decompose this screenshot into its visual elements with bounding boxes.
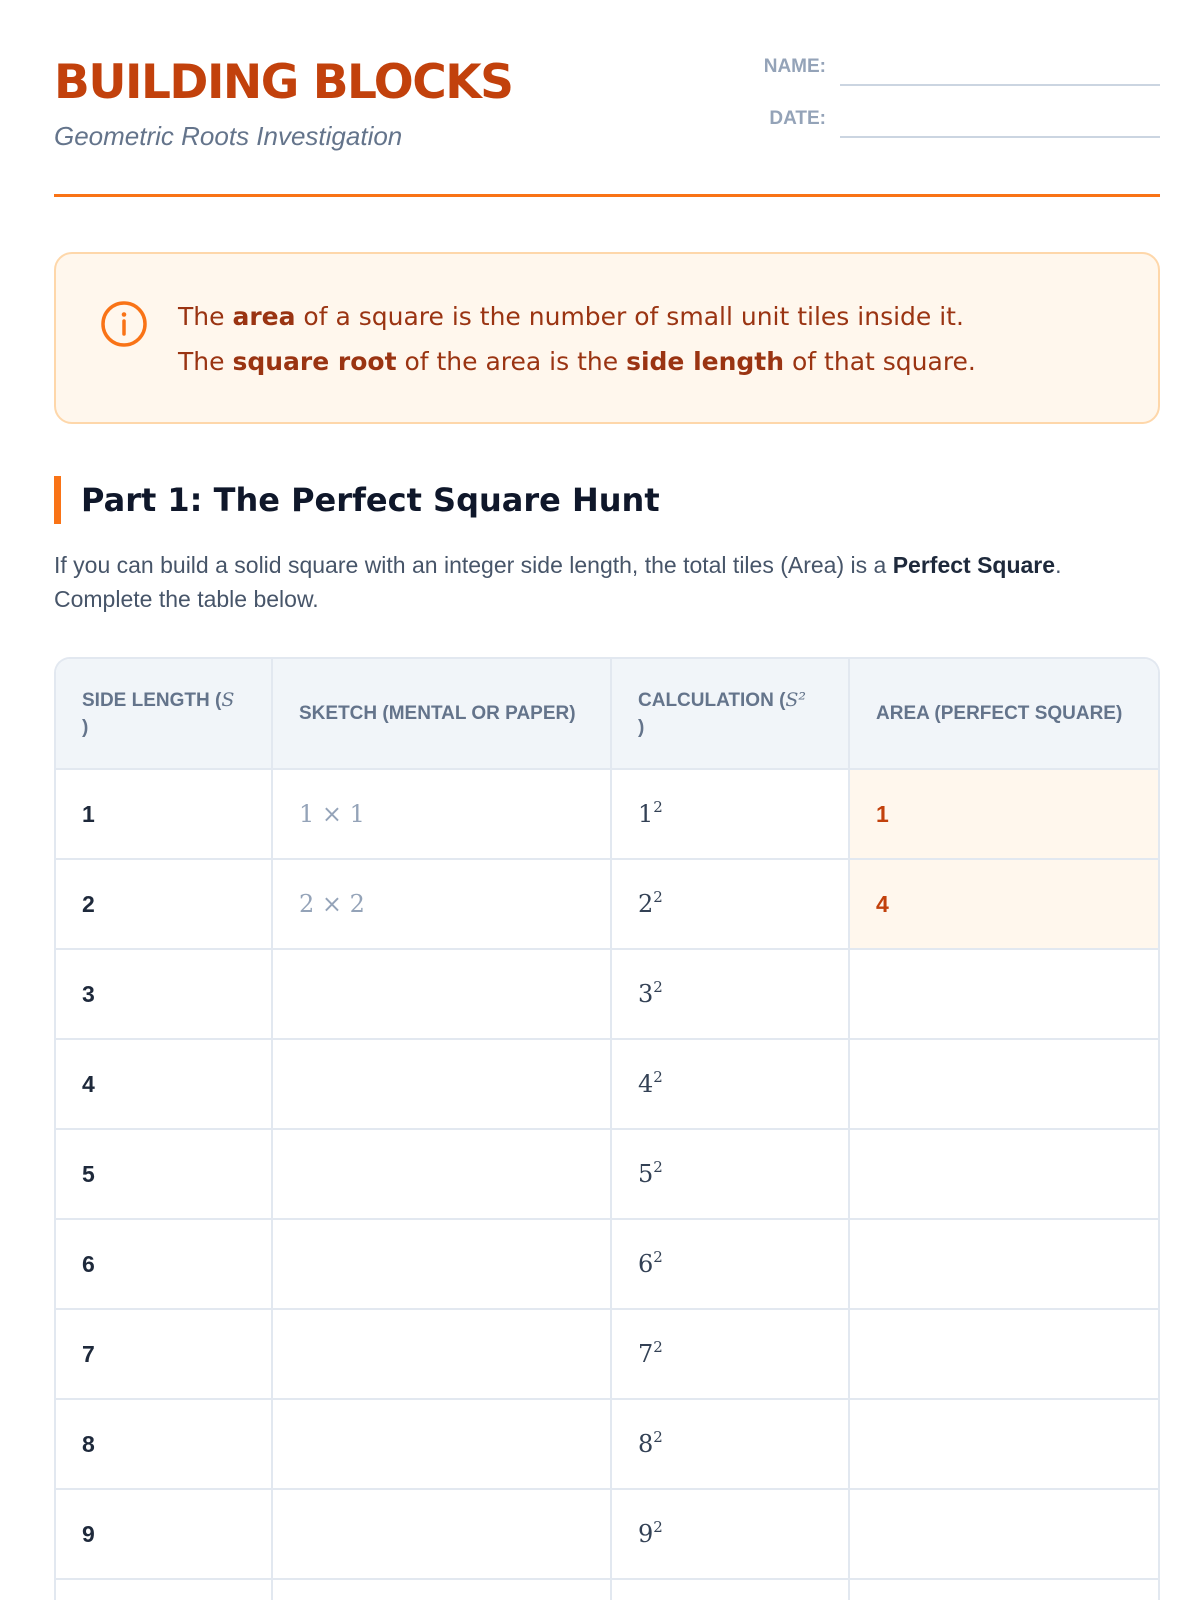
sketch-cell[interactable]: [272, 1399, 611, 1489]
calculation-cell: $2^2$: [611, 859, 849, 949]
header-side-length: SIDE LENGTH (S ): [56, 659, 272, 769]
table-row: [56, 1039, 1158, 1129]
side-length-cell: 8: [56, 1399, 272, 1489]
calculation-cell: [611, 1579, 849, 1600]
area-cell[interactable]: [849, 1309, 1158, 1399]
header-area: AREA (PERFECT SQUARE): [849, 659, 1158, 769]
table-row: [56, 769, 1158, 859]
name-input-line[interactable]: [840, 56, 1160, 86]
date-input-line[interactable]: [840, 108, 1160, 138]
info-callout: [54, 252, 1160, 424]
table-row: [56, 949, 1158, 1039]
side-length-cell: [56, 1579, 272, 1600]
area-cell[interactable]: 1: [849, 769, 1158, 859]
table-row: [56, 1129, 1158, 1219]
side-length-cell: 5: [56, 1129, 272, 1219]
sketch-cell[interactable]: 2 × 2: [272, 859, 611, 949]
callout-line-1: The area of a square is the number of small unit tiles inside it.: [178, 302, 964, 331]
table-row: [56, 1219, 1158, 1309]
name-label: NAME:: [763, 56, 826, 77]
header-calculation: CALCULATION (S² ): [611, 659, 849, 769]
area-cell[interactable]: [849, 1489, 1158, 1579]
calculation-cell: $6^2$: [611, 1219, 849, 1309]
area-cell[interactable]: 4: [849, 859, 1158, 949]
area-cell[interactable]: [849, 1399, 1158, 1489]
sketch-cell[interactable]: [272, 1309, 611, 1399]
info-icon: [100, 300, 148, 348]
header-sketch: SKETCH (MENTAL OR PAPER): [272, 659, 611, 769]
worksheet-title: BUILDING BLOCKS: [54, 55, 513, 110]
area-cell[interactable]: [849, 1129, 1158, 1219]
calculation-cell: $3^2$: [611, 949, 849, 1039]
date-field: [731, 108, 1160, 138]
table-row: [56, 859, 1158, 949]
sketch-cell[interactable]: [272, 1129, 611, 1219]
table-row: [56, 1309, 1158, 1399]
table-header-row: [56, 659, 1158, 769]
side-length-cell: 3: [56, 949, 272, 1039]
name-field: [731, 56, 1160, 86]
sketch-cell[interactable]: [272, 1489, 611, 1579]
side-length-cell: 6: [56, 1219, 272, 1309]
calculation-cell: $4^2$: [611, 1039, 849, 1129]
sketch-cell[interactable]: [272, 949, 611, 1039]
header-divider: [54, 194, 1160, 197]
area-cell[interactable]: [849, 1219, 1158, 1309]
callout-text: [178, 294, 976, 384]
table-row: [56, 1579, 1158, 1600]
calculation-cell: $1^2$: [611, 769, 849, 859]
table-row: [56, 1399, 1158, 1489]
worksheet-subtitle: Geometric Roots Investigation: [54, 121, 403, 151]
area-cell[interactable]: [849, 949, 1158, 1039]
side-length-cell: 7: [56, 1309, 272, 1399]
date-label: DATE:: [769, 108, 826, 129]
area-cell[interactable]: [849, 1039, 1158, 1129]
sketch-cell[interactable]: [272, 1039, 611, 1129]
table-row: [56, 1489, 1158, 1579]
callout-line-2: The square root of the area is the side length of that square.: [178, 347, 976, 376]
area-cell[interactable]: [849, 1579, 1158, 1600]
side-length-cell: 2: [56, 859, 272, 949]
calculation-cell: $9^2$: [611, 1489, 849, 1579]
calculation-cell: $5^2$: [611, 1129, 849, 1219]
side-length-cell: 9: [56, 1489, 272, 1579]
perfect-square-table: [54, 657, 1160, 1600]
sketch-cell[interactable]: [272, 1219, 611, 1309]
sketch-cell[interactable]: 1 × 1: [272, 769, 611, 859]
sketch-cell[interactable]: [272, 1579, 611, 1600]
worksheet-header: [54, 52, 1160, 198]
section-intro: If you can build a solid square with an integer side length, the total tiles (Area) is a Perfect Square. Complete the table below.: [54, 552, 1062, 612]
side-length-cell: 1: [56, 769, 272, 859]
calculation-cell: $8^2$: [611, 1399, 849, 1489]
section-title: Part 1: The Perfect Square Hunt: [81, 481, 660, 519]
section-heading: [54, 476, 660, 524]
side-length-cell: 4: [56, 1039, 272, 1129]
calculation-cell: $7^2$: [611, 1309, 849, 1399]
